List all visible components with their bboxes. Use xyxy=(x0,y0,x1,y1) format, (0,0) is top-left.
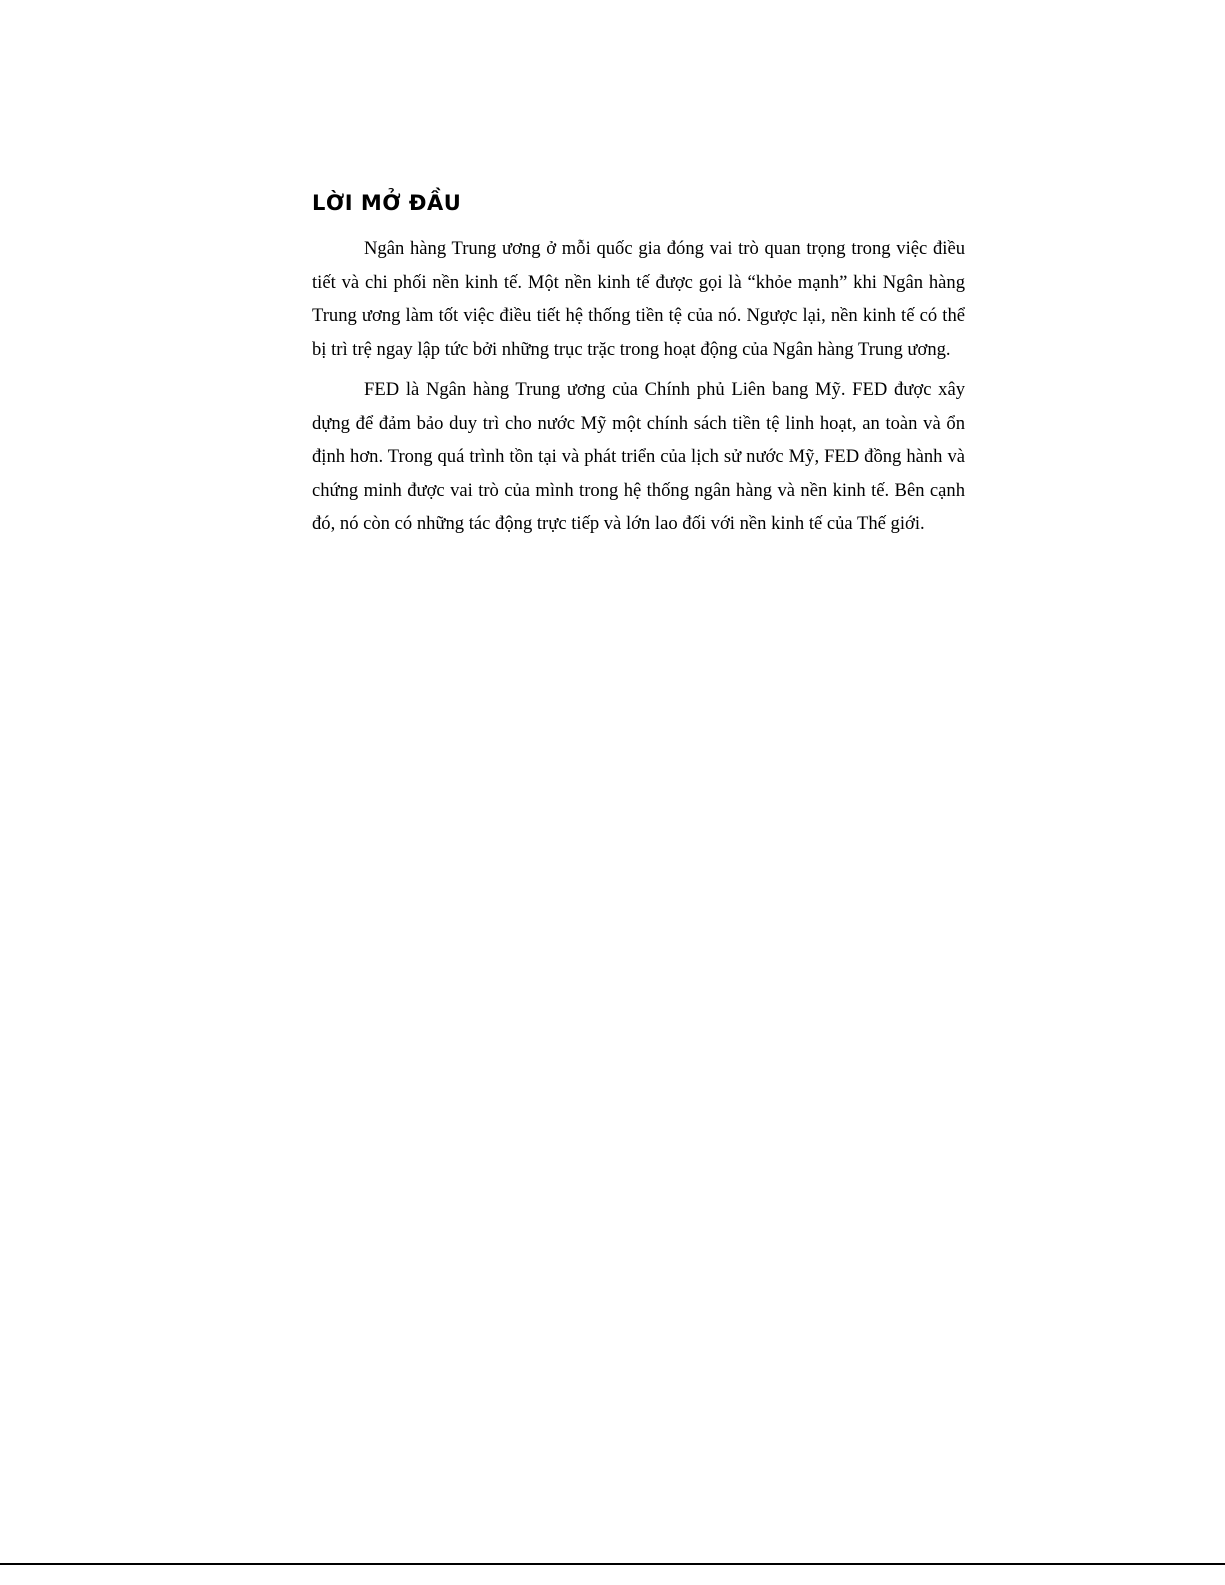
bottom-border-line xyxy=(0,1563,1225,1565)
paragraph-2: FED là Ngân hàng Trung ương của Chính phủ Liên bang Mỹ. FED được xây dựng để đảm bảo duy trì cho nước Mỹ một chính sách tiền tệ linh hoạt, an toàn và ổn định hơn. Trong quá trình tồn tại và phát triển của lịch sử nước Mỹ, FED đồng hành và chứng minh được vai trò của mình trong hệ thống ngân hàng và nền kinh tế. Bên cạnh đó, nó còn có những tác động trực tiếp và lớn lao đối với nền kinh tế của Thế giới. xyxy=(312,379,965,534)
page-heading: LỜI MỞ ĐẦU xyxy=(312,191,462,215)
page-content xyxy=(312,188,965,548)
paragraph-1: Ngân hàng Trung ương ở mỗi quốc gia đóng vai trò quan trọng trong việc điều tiết và chi phối nền kinh tế. Một nền kinh tế được gọi là “khỏe mạnh” khi Ngân hàng Trung ương làm tốt việc điều tiết hệ thống tiền tệ của nó. Ngược lại, nền kinh tế có thể bị trì trệ ngay lập tức bởi những trục trặc trong hoạt động của Ngân hàng Trung ương. xyxy=(312,238,965,360)
